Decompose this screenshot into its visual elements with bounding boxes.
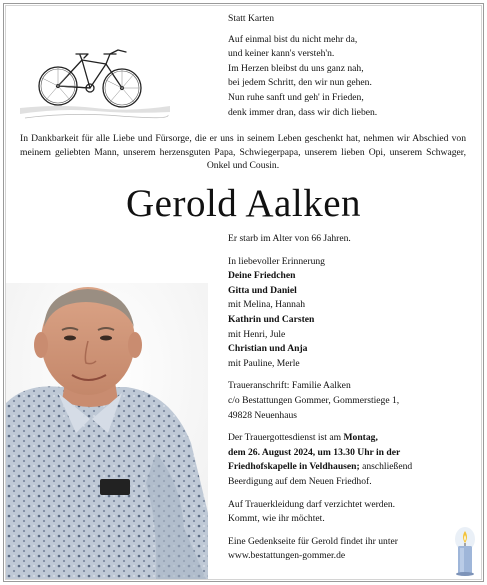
- service-line: [228, 431, 478, 446]
- poem-line: Nun ruhe sanft und geh' in Frieden,: [228, 91, 364, 103]
- deceased-name: Gerold Aalken: [125, 182, 361, 225]
- clothing-line: Auf Trauerkleidung darf verzichtet werden.: [228, 498, 396, 510]
- thanks-paragraph: In Dankbarkeit für alle Liebe und Fürsorge, die er uns in seinem Leben geschenkt hat, nehmen wir Abschied von meinem geliebten Mann, unserem herzensguten Papa, Schwiegerpapa, unserem lieben Opi, unserem Schwager, Onkel und Cousin.: [20, 133, 466, 172]
- address-line: c/o Bestattungen Gommer, Gommerstiege 1,: [228, 394, 400, 406]
- header-poem-block: [228, 12, 478, 120]
- poem-line: Auf einmal bist du nicht mehr da,: [228, 33, 358, 45]
- family-child-line: mit Henri, Jule: [228, 328, 286, 340]
- address-line: 49828 Neuenhaus: [228, 409, 298, 421]
- family-child-line: mit Melina, Hannah: [228, 299, 305, 311]
- clothing-line: Kommt, wie ihr möchtet.: [228, 513, 325, 525]
- memorial-url: www.bestattungen-gommer.de: [228, 550, 346, 562]
- family-name-line: Deine Friedchen: [228, 270, 296, 282]
- poem-line: bei jedem Schritt, den wir nun gehen.: [228, 77, 372, 89]
- statt-karten-text: Statt Karten: [228, 13, 275, 24]
- burial-line: Beerdigung auf dem Neuen Friedhof.: [228, 475, 372, 487]
- portrait-photo: [6, 283, 208, 579]
- candle-icon: [452, 527, 478, 577]
- poem-line: denk immer dran, dass wir dich lieben.: [228, 106, 378, 118]
- address-line: Traueranschrift: Familie Aalken: [228, 380, 351, 392]
- service-text: Der Trauergottesdienst ist am: [228, 432, 344, 444]
- service-location: Friedhofskapelle in Veldhausen;: [228, 461, 360, 473]
- bicycle-sketch-image: [20, 38, 170, 123]
- poem-line: Im Herzen bleibst du uns ganz nah,: [228, 62, 364, 74]
- remembrance-intro: In liebevoller Erinnerung: [228, 255, 325, 267]
- service-date: dem 26. August 2024, um 13.30 Uhr in der: [228, 446, 401, 458]
- family-name-line: Christian und Anja: [228, 343, 308, 355]
- age-line: Er starb im Alter von 66 Jahren.: [228, 233, 351, 244]
- family-child-line: mit Pauline, Merle: [228, 357, 300, 369]
- family-name-line: Kathrin und Carsten: [228, 313, 315, 325]
- family-name-line: Gitta und Daniel: [228, 284, 297, 296]
- details-column: [228, 232, 478, 564]
- poem-line: und keiner kann's versteh'n.: [228, 48, 335, 60]
- service-text: anschließend: [359, 461, 413, 473]
- memorial-line: Eine Gedenkseite für Gerold findet ihr unter: [228, 535, 398, 547]
- service-day: Montag,: [343, 432, 378, 444]
